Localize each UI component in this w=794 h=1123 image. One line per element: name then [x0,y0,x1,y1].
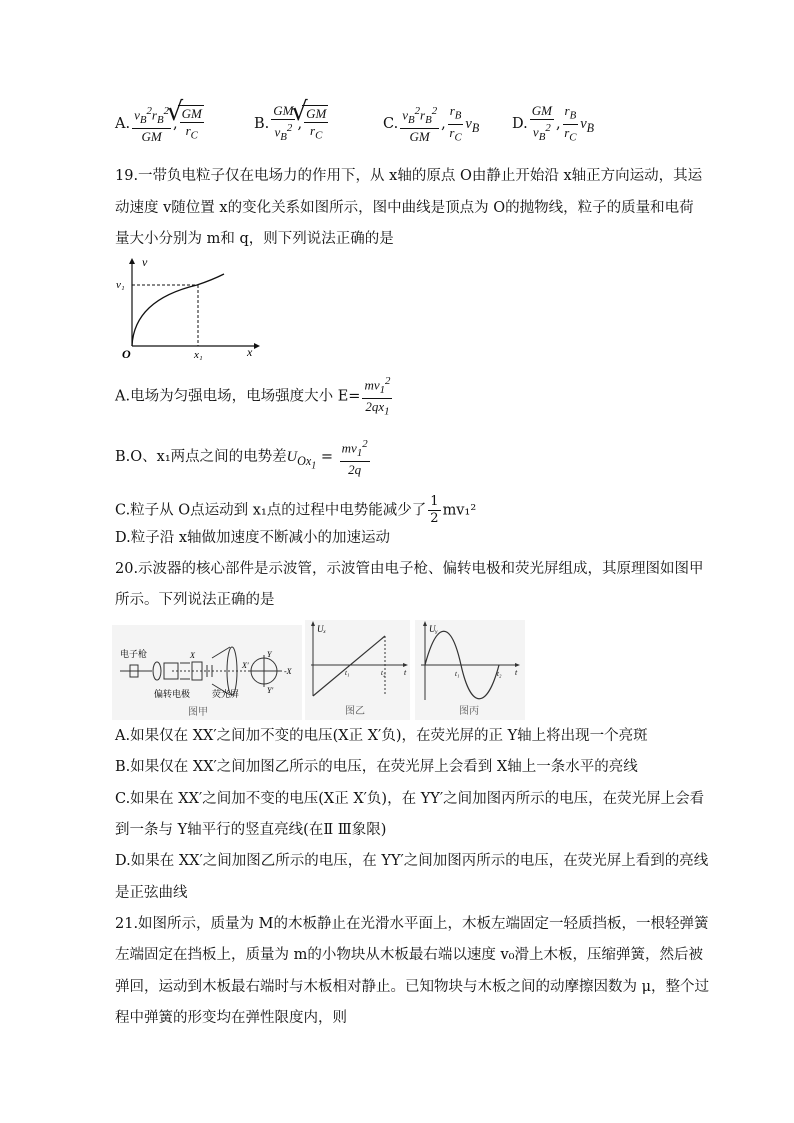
q20-line2: 所示。下列说法正确的是 [115,592,275,608]
fig-yi-caption: 图乙 [345,706,365,717]
x1-label: x₁ [194,349,203,360]
svg-text:t₁: t₁ [455,670,460,678]
q19-v-x-graph [112,250,262,360]
ux-label: Uₓ [317,624,327,634]
uy-label: Uᵧ [429,624,438,634]
svg-text:X′: X′ [242,661,249,670]
origin-label: O [122,347,131,360]
q20-figure-bing [415,620,525,720]
q20-option-d1: D.如果在 XX′之间加图乙所示的电压，在 YY′之间加图丙所示的电压，在荧光屏上看到的亮线 [115,853,709,869]
q20-option-c1: C.如果在 XX′之间加不变的电压(X正 X′负)，在 YY′之间加图丙所示的电压，在荧光屏上会看 [115,791,705,807]
q20-line1: 20.示波器的核心部件是示波管，示波管由电子枪、偏转电极和荧光屏组成，其原理图如图甲 [115,561,704,577]
v-axis-label: v [142,255,148,269]
q21-line4: 程中弹簧的形变均在弹性限度内，则 [115,1010,347,1026]
q21-line2: 左端固定在挡板上，质量为 m的小物块从木板最右端以速度 v₀滑上木板，压缩弹簧，然后被 [115,947,703,963]
option-18-c: C. $\frac{v_B^2r_B^2}{GM}$ , $\frac{r_B}{r_C}$ $v_B$ [383,103,480,145]
q19-line3: 量大小分别为 m和 q，则下列说法正确的是 [115,231,394,247]
svg-text:t₂: t₂ [381,669,386,677]
q21-line1: 21.如图所示，质量为 M的木板静止在光滑水平面上，木板左端固定一轻质挡板，一根轻弹簧 [115,916,709,932]
label-electron-gun: 电子枪 [120,649,148,659]
svg-text:X: X [190,651,195,660]
fig-bing-caption: 图丙 [459,706,479,717]
svg-text:t₂: t₂ [497,670,502,678]
svg-text:t: t [515,668,518,677]
label-deflection-electrode: 偏转电极 [154,689,191,699]
svg-text:t₁: t₁ [345,669,350,677]
q20-option-b: B.如果仅在 XX′之间加图乙所示的电压，在荧光屏上会看到 X轴上一条水平的亮线 [115,759,638,775]
svg-text:Y: Y [267,650,272,659]
q19-option-c: C.粒子从 O点运动到 x₁点的过程中电势能减少了 $\frac{1}{2}$ mv₁² [115,494,477,526]
q20-figure-yi [305,620,410,720]
svg-text:Y′: Y′ [267,686,274,695]
q19-line1: 19.一带负电粒子仅在电场力的作用下，从 x轴的原点 O由静止开始沿 x轴正方向运动，其运 [115,168,703,184]
q19-line2: 动速度 v随位置 x的变化关系如图所示，图中曲线是顶点为 O的抛物线，粒子的质量和电荷 [115,200,694,216]
q20-option-d2: 是正弦曲线 [115,885,188,901]
q19-option-d: D.粒子沿 x轴做加速度不断减小的加速运动 [115,530,391,546]
q20-option-c2: 到一条与 Y轴平行的竖直亮线(在Ⅱ Ⅲ象限) [115,822,387,838]
option-18-b: B. $\frac{GM}{v_B^2}$ , √ $\frac{GM}{r_C}$ [254,103,328,145]
option-18-a: A. $\frac{v_B^2r_B^2}{GM}$ , √ $\frac{GM}{r_C}$ [115,103,204,145]
v1-label: v₁ [116,279,125,291]
x-axis-label: x [247,345,253,359]
q19-option-a: A.电场为匀强电场，电场强度大小 E= $\frac{mv_1^2}{2qx_1}$ [115,375,391,418]
q20-option-a: A.如果仅在 XX′之间加不变的电压(X正 X′负)，在荧光屏的正 Y轴上将出现一个亮斑 [115,728,648,744]
svg-text:t: t [404,668,407,677]
label-fluorescent-screen: 荧光屏 [212,689,240,699]
option-18-d: D. $\frac{GM}{v_B^2}$ , $\frac{r_B}{r_C}$ $v_B$ [512,103,595,144]
fig-jia-caption: 图甲 [188,707,208,718]
q19-option-b: B.O、x₁两点之间的电势差$U_{Ox_1}$ = $\frac{mv_1^2}{2q}$ [115,438,368,477]
q20-figure-jia [112,625,302,720]
q21-line3: 弹回，运动到木板最右端时与木板相对静止。已知物块与木板之间的动摩擦因数为 μ，整个过 [115,979,710,995]
svg-text:-X: -X [284,667,292,676]
